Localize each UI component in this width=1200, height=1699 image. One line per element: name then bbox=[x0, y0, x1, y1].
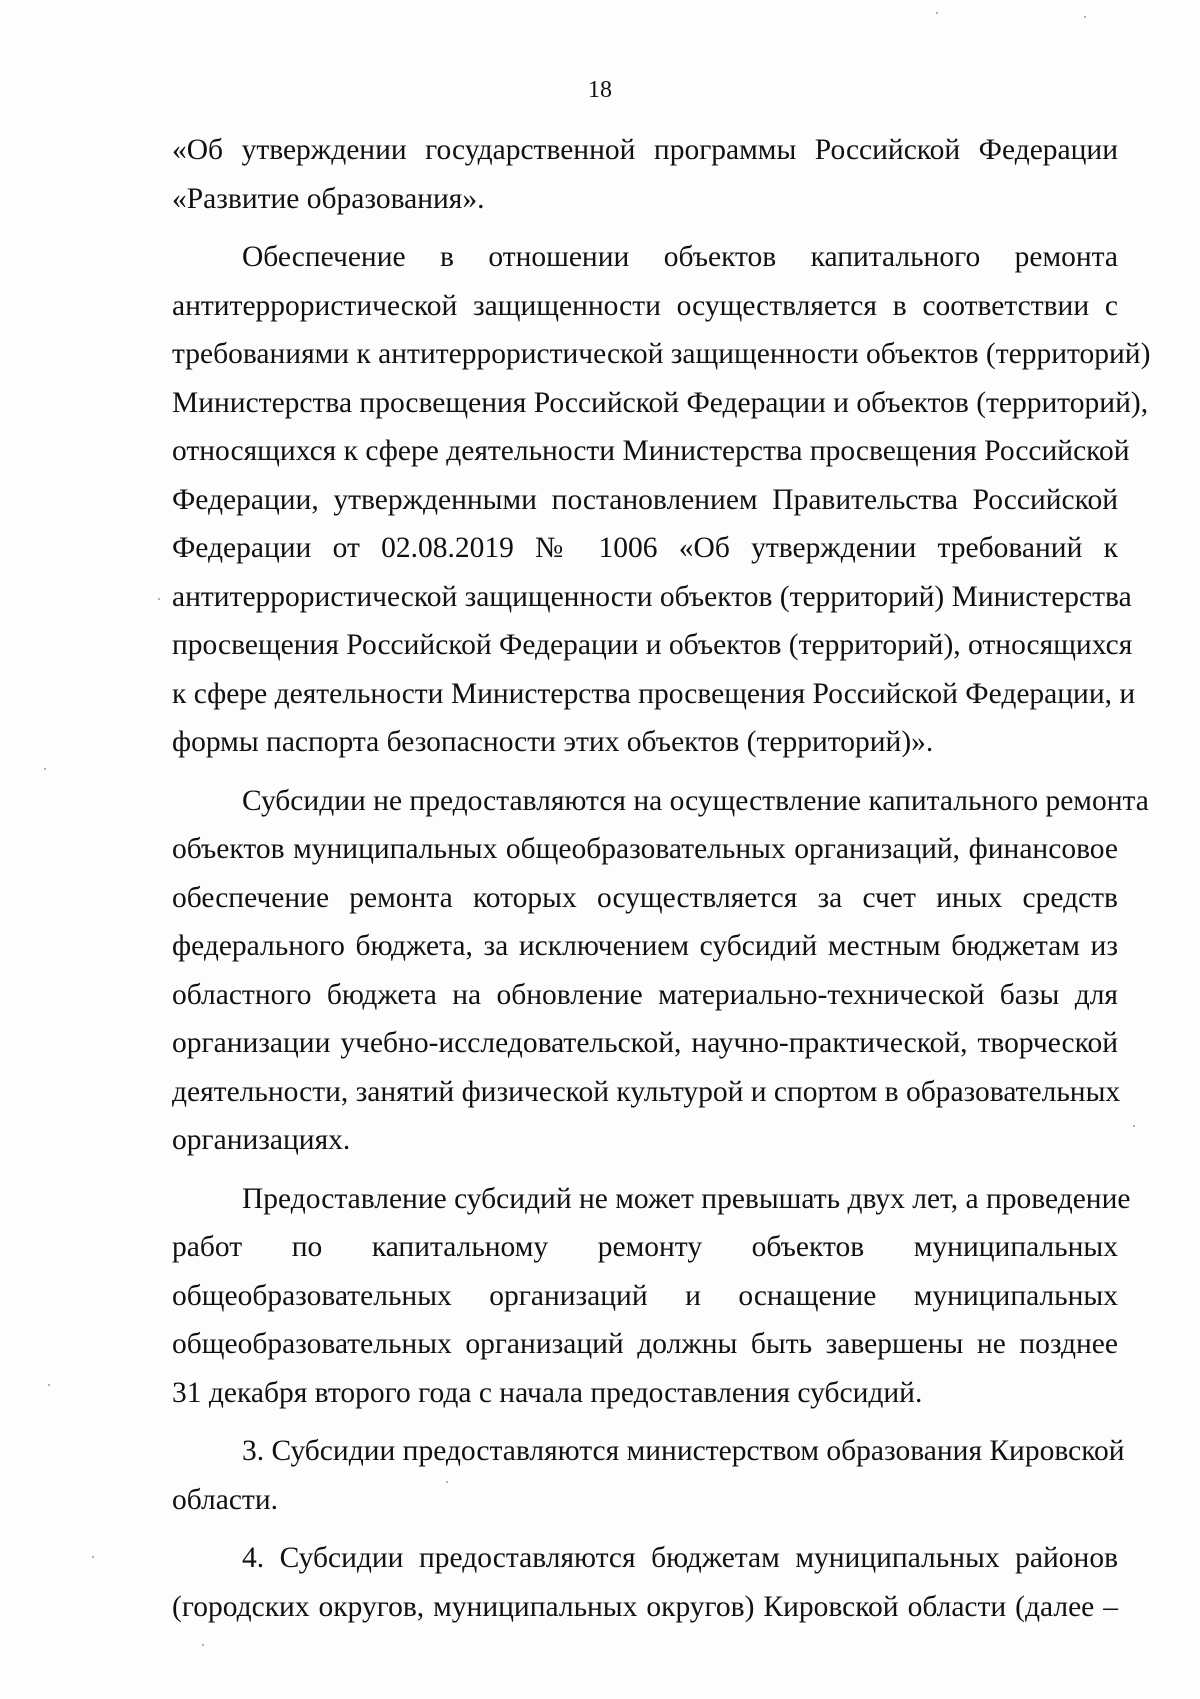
text-line: просвещения Российской Федерации и объектов (территорий), относящихся bbox=[172, 629, 1133, 661]
text-line: относящихся к сфере деятельности Министерства просвещения Российской bbox=[172, 435, 1130, 467]
document-body bbox=[172, 126, 1151, 1631]
text-line: Федерации от 02.08.2019 № 1006 «Об утверждении требований к bbox=[172, 532, 1118, 564]
text-line: деятельности, занятий физической культурой и спортом в образовательных bbox=[172, 1075, 1121, 1108]
paragraph-continuation bbox=[172, 126, 1118, 223]
text-line: федерального бюджета, за исключением субсидий местным бюджетам из bbox=[172, 930, 1118, 962]
paragraph-item-4 bbox=[172, 1534, 1118, 1631]
text-line: 31 декабря второго года с начала предоставления субсидий. bbox=[172, 1376, 923, 1409]
text-line: областного бюджета на обновление материально-технической базы для bbox=[172, 978, 1118, 1011]
text-line: 4. Субсидии предоставляются бюджетам муниципальных районов bbox=[242, 1542, 1118, 1574]
text-line: антитеррористической защищенности осуществляется в соответствии с bbox=[172, 289, 1118, 322]
scan-speck bbox=[158, 598, 160, 600]
scan-speck bbox=[1084, 16, 1086, 18]
text-line: формы паспорта безопасности этих объектов (территорий)». bbox=[172, 726, 934, 758]
text-line: Субсидии не предоставляются на осуществление капитального ремонта bbox=[242, 784, 1149, 817]
text-line: (городских округов, муниципальных округов) Кировской области (далее – bbox=[172, 1590, 1118, 1623]
scan-speck bbox=[92, 1556, 94, 1558]
text-line: организациях. bbox=[172, 1124, 351, 1156]
text-line: общеобразовательных организаций должны быть завершены не позднее bbox=[172, 1328, 1118, 1360]
text-line: «Об утверждении государственной программы Российской Федерации bbox=[172, 134, 1118, 166]
scan-speck bbox=[202, 1644, 204, 1646]
page-number: 18 bbox=[588, 77, 612, 103]
text-line: Министерства просвещения Российской Федерации и объектов (территорий), bbox=[172, 386, 1149, 419]
paragraph-item-3 bbox=[172, 1427, 1125, 1524]
text-line: Федерации, утвержденными постановлением Правительства Российской bbox=[172, 483, 1118, 516]
scan-speck bbox=[44, 768, 46, 770]
text-line: объектов муниципальных общеобразовательных организаций, финансовое bbox=[172, 833, 1118, 865]
paragraph-security-requirements bbox=[172, 233, 1151, 767]
text-line: области. bbox=[172, 1483, 278, 1516]
text-line: обеспечение ремонта которых осуществляется за счет иных средств bbox=[172, 881, 1118, 914]
text-line: «Развитие образования». bbox=[172, 182, 485, 215]
scan-speck bbox=[446, 1481, 448, 1483]
text-line: требованиями к антитеррористической защищенности объектов (территорий) bbox=[172, 338, 1151, 370]
text-line: работ по капитальному ремонту объектов муниципальных bbox=[172, 1231, 1118, 1263]
text-line: общеобразовательных организаций и оснащение муниципальных bbox=[172, 1279, 1118, 1312]
scan-speck bbox=[936, 12, 938, 14]
text-line: к сфере деятельности Министерства просвещения Российской Федерации, и bbox=[172, 677, 1136, 710]
scan-speck bbox=[48, 1384, 50, 1386]
scan-speck bbox=[1133, 1125, 1135, 1127]
text-line: 3. Субсидии предоставляются министерством образования Кировской bbox=[242, 1435, 1125, 1467]
paragraph-subsidy-exclusions bbox=[172, 777, 1149, 1165]
text-line: Обеспечение в отношении объектов капитального ремонта bbox=[242, 241, 1118, 273]
text-line: организации учебно-исследовательской, научно-практической, творческой bbox=[172, 1027, 1118, 1059]
text-line: антитеррористической защищенности объектов (территорий) Министерства bbox=[172, 580, 1132, 613]
text-line: Предоставление субсидий не может превышать двух лет, а проведение bbox=[242, 1182, 1131, 1215]
paragraph-subsidy-duration bbox=[172, 1175, 1131, 1418]
